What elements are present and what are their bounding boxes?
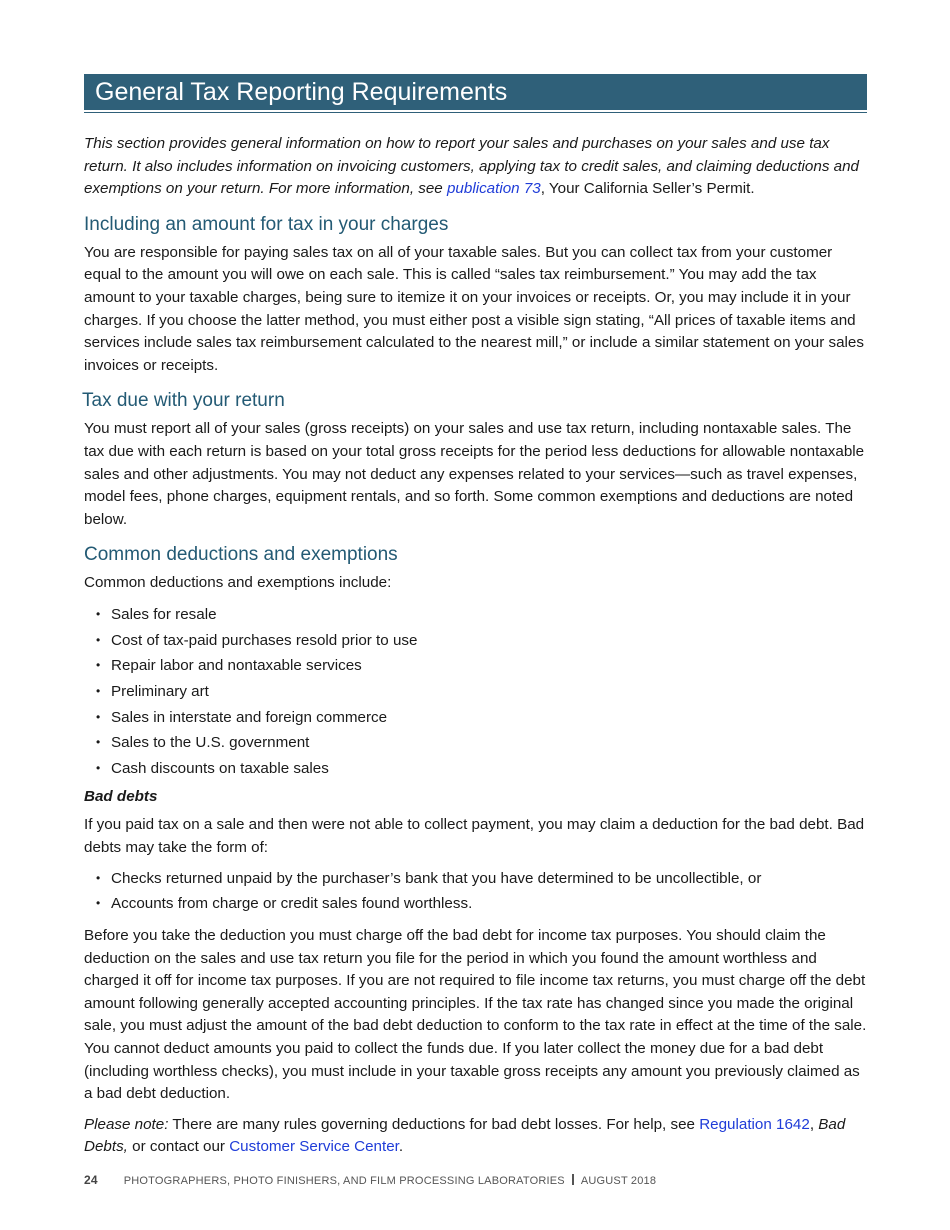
list-item: • Repair labor and nontaxable services: [84, 653, 867, 679]
regulation-1642-link[interactable]: Regulation 1642: [699, 1115, 810, 1133]
note-text: There are many rules governing deductions for bad debt losses. For help, see: [168, 1115, 700, 1133]
intro-text: This section provides general information on how to report your sales and purchases on your sales and use tax return. It also includes information on invoicing customers, applying tax to credit sales, and claiming deductions and exemptions on your return. For more information, see: [84, 135, 859, 198]
section-body-tax-in-charges: You are responsible for paying sales tax on all of your taxable sales. But you can collect tax from your customer equal to the amount you will owe on each sale. This is called “sales tax reimbursement.” You may add the tax amount to your taxable charges, being sure to itemize it on your invoices or receipts. Or, you may include it in your charges. If you choose the latter method, you must either post a visible sign stating, “All prices of taxable items and services include sales tax reimbursement calculated to the nearest mill,” or include a similar statement on your sales invoices or receipts.: [84, 243, 864, 374]
section-body-tax-due: You must report all of your sales (gross receipts) on your sales and use tax return, including nontaxable sales. The tax due with each return is based on your total gross receipts for the period less deductions for allowable nontaxable sales and other adjustments. You may not deduct any expenses related to your services—such as travel expenses, model fees, phone charges, equipment rentals, and so forth. Some common exemptions and deductions are noted below.: [84, 420, 865, 528]
deductions-list: [84, 602, 867, 782]
page-number: 24: [84, 1173, 98, 1187]
page-title: General Tax Reporting Requirements: [84, 74, 867, 112]
publication-73-link[interactable]: publication 73: [446, 180, 541, 198]
section-heading-deductions: Common deductions and exemptions: [84, 544, 398, 566]
list-item: • Preliminary art: [84, 679, 867, 705]
intro-tail: , Your California Seller’s Permit.: [540, 180, 755, 198]
intro-paragraph: [84, 133, 867, 201]
bad-debts-body: If you paid tax on a sale and then were not able to collect payment, you may claim a deduction for the bad debt. Bad debts may take the form of:: [84, 816, 865, 857]
page-footer: [84, 1173, 656, 1187]
list-item: • Checks returned unpaid by the purchaser’s bank that you have determined to be uncollectible, or: [84, 866, 867, 892]
note-italic: Bad Debts,: [84, 1115, 846, 1156]
page-content: [84, 74, 867, 1159]
footer-divider: [572, 1174, 574, 1185]
customer-service-link[interactable]: Customer Service Center: [229, 1138, 399, 1156]
note-mid: or contact our: [127, 1138, 230, 1156]
bad-debts-heading: Bad debts: [84, 787, 158, 805]
footer-date: AUGUST 2018: [580, 1175, 657, 1187]
please-note-paragraph: [84, 1114, 867, 1159]
list-item: • Sales in interstate and foreign commerce: [84, 705, 867, 731]
list-item: • Cash discounts on taxable sales: [84, 756, 867, 782]
footer-publication: PHOTOGRAPHERS, PHOTO FINISHERS, AND FILM PROCESSING LABORATORIES: [123, 1175, 565, 1187]
list-item: • Sales to the U.S. government: [84, 730, 867, 756]
deductions-lead: Common deductions and exemptions include:: [84, 574, 392, 592]
list-item: • Sales for resale: [84, 602, 867, 628]
note-comma: ,: [809, 1115, 819, 1133]
note-label: Please note:: [84, 1115, 169, 1133]
section-heading-tax-in-charges: Including an amount for tax in your charges: [84, 213, 449, 235]
section-heading-tax-due: Tax due with your return: [82, 390, 285, 412]
list-item: • Cost of tax-paid purchases resold prior to use: [84, 628, 867, 654]
note-end: .: [398, 1138, 404, 1156]
bad-debts-list: [84, 866, 867, 917]
bad-debts-details: Before you take the deduction you must charge off the bad debt for income tax purposes. You should claim the deduction on the sales and use tax return you file for the period in which you found the amount worthless and charged it off for income tax purposes. If you are not required to file income tax returns, you must charge off the debt amount following generally accepted accounting principles. If the tax rate has changed since you made the original sale, you must adjust the amount of the bad debt deduction to conform to the tax rate in effect at the time of the sale. You cannot deduct amounts you paid to collect the funds due. If you later collect the money due for a bad debt (including worthless checks), you must include in your taxable gross receipts any amount you previously claimed as a bad debt deduction.: [84, 927, 867, 1103]
list-item: • Accounts from charge or credit sales found worthless.: [84, 891, 867, 917]
